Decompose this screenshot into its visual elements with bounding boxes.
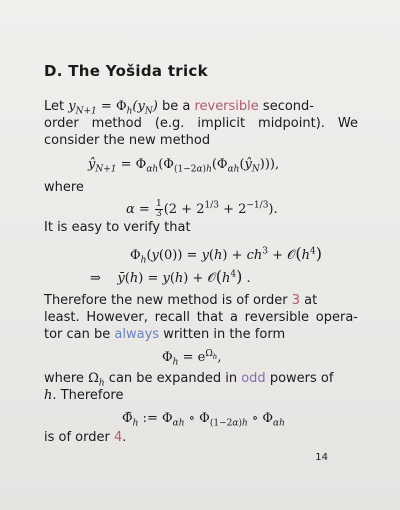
word-be-a: be a bbox=[161, 99, 191, 114]
text-therefore: . Therefore bbox=[52, 388, 124, 403]
word-where: where bbox=[44, 180, 84, 195]
text-written-in-form: written in the form bbox=[163, 327, 286, 342]
final-sentence bbox=[44, 429, 126, 446]
symbol-omega-h: $\Omega_h$ bbox=[88, 371, 105, 389]
sentence-easy-verify: It is easy to verify that bbox=[44, 220, 191, 235]
paragraph2-line-3 bbox=[44, 326, 285, 343]
word-reversible: reversible bbox=[194, 99, 259, 114]
page-number: 14 bbox=[315, 452, 328, 463]
word-always: always bbox=[114, 327, 160, 342]
word-second: second- bbox=[262, 99, 314, 114]
final-period: . bbox=[122, 430, 127, 445]
order-number: 3 bbox=[291, 293, 301, 308]
equation-alpha: α = $\frac{1}{3}$ $(2 + 2^{1/3} + 2^{-1/3})$. bbox=[126, 199, 278, 219]
slide-title: D. The Yošida trick bbox=[44, 62, 208, 80]
symbol-h: h bbox=[44, 388, 53, 403]
equation-composition: $\Phĩ_h$ := $\Phi_{\alpha h}$ ∘ $\Phi_{(1-2\alpha)h}$ ∘ $\Phi_{\alpha h}$ bbox=[122, 411, 285, 429]
word-where-2: where bbox=[44, 371, 84, 386]
word-odd: odd bbox=[241, 371, 266, 386]
paragraph-line-1 bbox=[44, 98, 360, 115]
text-is-of-order: is of order bbox=[44, 430, 110, 445]
equation-phi-exponential: $\Phi_h = e^{\Omega_h}$, bbox=[162, 348, 222, 368]
equation-new-method: $ŷ_{N+1}$ = $\Phi_{\alpha h}(\Phi_{(1-2\alpha)h}(\Phi_{\alpha h}(ŷ_N)))$, bbox=[88, 157, 280, 175]
paragraph2-line-1 bbox=[44, 292, 358, 309]
paragraph3-line-1 bbox=[44, 370, 360, 387]
word-let: Let bbox=[44, 99, 65, 114]
equation-phi-expansion: $\Phi_h(y(0)) = y(h) + ch^3$ + $𝒪(h^4)$ bbox=[130, 244, 322, 266]
text-powers-of: powers of bbox=[269, 371, 334, 386]
paragraph-line-2: order method (e.g. implicit midpoint). We bbox=[44, 116, 358, 131]
eq-yn1: $y_{N+1} = \Phi_h(y_N)$ bbox=[68, 99, 158, 117]
final-order-number: 4 bbox=[114, 430, 123, 445]
text-order-intro: Therefore the new method is of order bbox=[44, 293, 288, 308]
text-tor-can-be: tor can be bbox=[44, 327, 111, 342]
paragraph3-line-2 bbox=[44, 387, 123, 404]
word-at: at bbox=[304, 293, 318, 308]
equation-yhat-expansion: ⇒ ȳ(h) = $y(h) + 𝒪(h^4)$ . bbox=[90, 267, 251, 286]
text-can-be-expanded: can be expanded in bbox=[108, 371, 238, 386]
paragraph-line-3: consider the new method bbox=[44, 133, 211, 148]
paragraph2-line-2: least. However, recall that a reversible opera- bbox=[44, 310, 358, 325]
